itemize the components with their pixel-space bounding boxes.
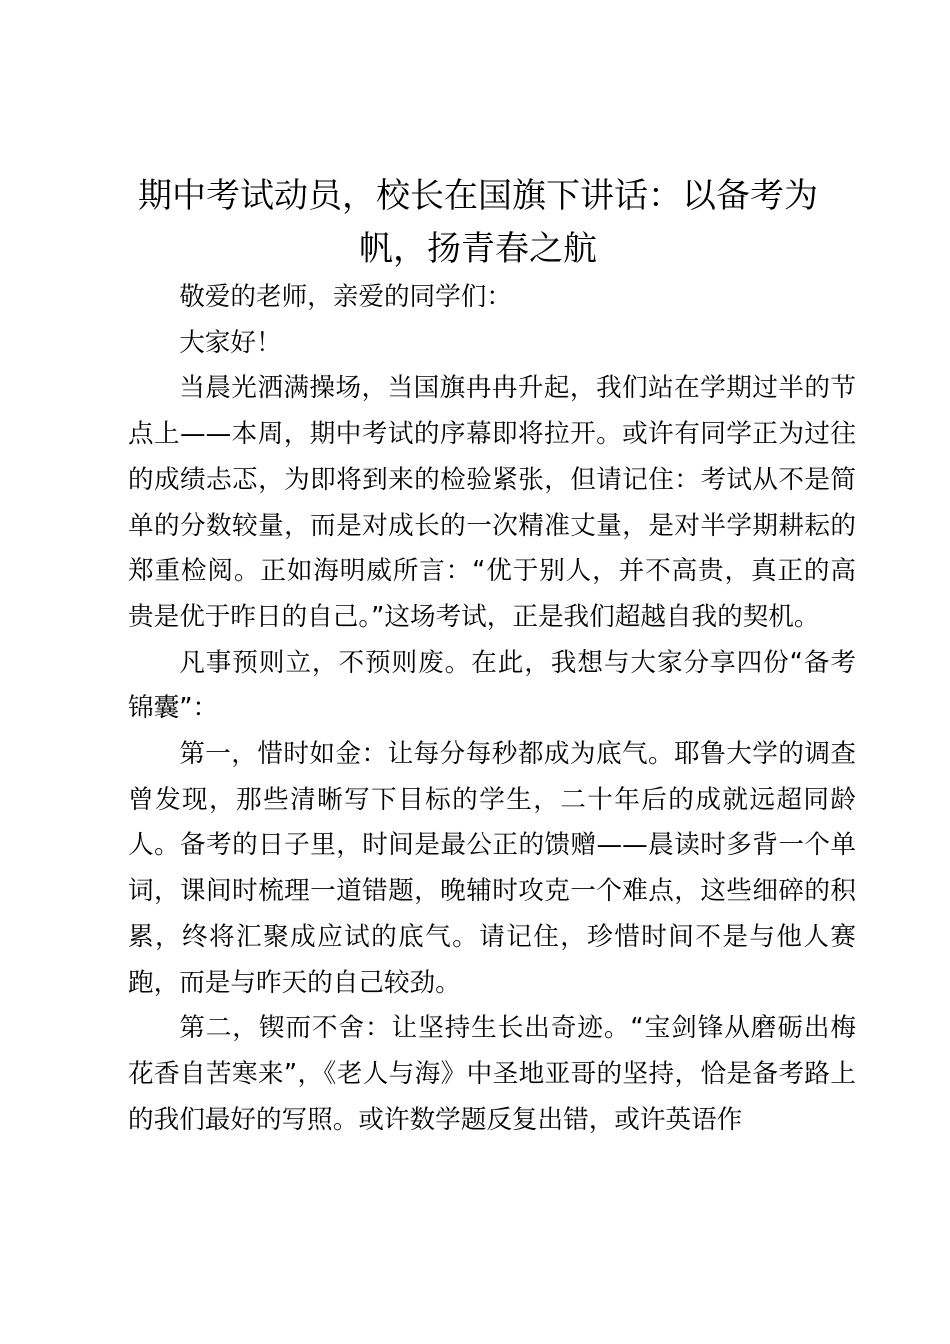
document-body <box>128 275 856 1143</box>
tip-two-paragraph: 第二，锲而不舍：让坚持生长出奇迹。“宝剑锋从磨砺出梅花香自苦寒来”，《老人与海》中圣地亚哥的坚持，恰是备考路上的我们最好的写照。或许数学题反复出错，或许英语作 <box>128 1013 856 1135</box>
document-title <box>120 170 836 276</box>
document-title-line-1: 期中考试动员，校长在国旗下讲话：以备考为 <box>138 176 818 216</box>
salutation-paragraph: 敬爱的老师，亲爱的同学们： <box>179 282 512 312</box>
intro-paragraph: 当晨光洒满操场，当国旗冉冉升起，我们站在学期过半的节点上——本周，期中考试的序幕即将拉开。或许有同学正为过往的成绩忐忑，为即将到来的检验紧张，但请记住：考试从不是简单的分数较量，而是对成长的一次精准丈量，是对半学期耕耘的郑重检阅。正如海明威所言：“优于别人，并不高贵，真正的高贵是优于昨日的自己。”这场考试，正是我们超越自我的契机。 <box>128 373 856 632</box>
tips-intro-paragraph: 凡事预则立，不预则废。在此，我想与大家分享四份“备考锦囊”： <box>128 647 856 724</box>
greeting-paragraph: 大家好！ <box>179 327 282 358</box>
document-title-line-2: 帆，扬青春之航 <box>359 229 597 269</box>
tip-one-paragraph: 第一，惜时如金：让每分每秒都成为底气。耶鲁大学的调查曾发现，那些清晰写下目标的学生，二十年后的成就远超同龄人。备考的日子里，时间是最公正的馈赠——晨读时多背一个单词，课间时梳理一道错题，晚辅时攻克一个难点，这些细碎的积累，终将汇聚成应试的底气。请记住，珍惜时间不是与他人赛跑，而是与昨天的自己较劲。 <box>128 739 856 998</box>
